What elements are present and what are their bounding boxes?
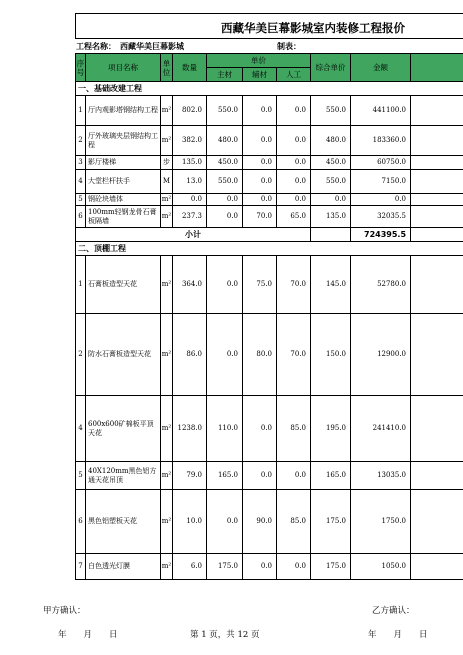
cell-combined: 150.0 <box>311 314 351 396</box>
cell-amount: 60750.0 <box>351 156 411 170</box>
cell-combined: 0.0 <box>311 194 351 206</box>
cell-aux: 0.0 <box>243 156 277 170</box>
cell-item: 厅内观影塔钢结构工程 <box>86 96 161 126</box>
cell-amount: 183360.0 <box>351 126 411 156</box>
cell-amount: 1050.0 <box>351 554 411 580</box>
cell-amount: 32035.5 <box>351 206 411 228</box>
cell-no: 1 <box>76 96 86 126</box>
cell-amount: 241410.0 <box>351 396 411 462</box>
cell-extra <box>411 156 463 170</box>
cell-qty: 79.0 <box>173 462 207 490</box>
table-row <box>76 396 463 462</box>
section1-title: 一、基础改建工程 <box>76 82 463 96</box>
cell-labor: 0.0 <box>277 194 311 206</box>
subtotal-blank <box>311 228 351 242</box>
cell-labor: 65.0 <box>277 206 311 228</box>
cell-extra <box>411 194 463 206</box>
date-left: 年 月 日 <box>58 630 118 640</box>
cell-aux: 0.0 <box>243 554 277 580</box>
cell-main: 550.0 <box>207 170 243 194</box>
cell-item: 600x600矿棉板平顶天花 <box>86 396 161 462</box>
cell-no: 3 <box>76 156 86 170</box>
table-row <box>76 462 463 490</box>
cell-labor: 0.0 <box>277 96 311 126</box>
party-a-confirm: 甲方确认： <box>43 606 86 616</box>
cell-labor: 0.0 <box>277 462 311 490</box>
cell-aux: 0.0 <box>243 96 277 126</box>
cell-aux: 75.0 <box>243 256 277 314</box>
header-unit: 单位 <box>161 54 173 82</box>
cell-main: 0.0 <box>207 490 243 554</box>
cell-extra <box>411 206 463 228</box>
cell-labor: 85.0 <box>277 490 311 554</box>
cell-amount: 441100.0 <box>351 96 411 126</box>
cell-qty: 802.0 <box>173 96 207 126</box>
cell-labor: 0.0 <box>277 554 311 580</box>
table-row <box>76 96 463 126</box>
subtotal-row <box>76 228 463 242</box>
cell-no: 4 <box>76 396 86 462</box>
cell-no: 5 <box>76 462 86 490</box>
header-qty: 数量 <box>173 54 207 82</box>
cell-aux: 0.0 <box>243 194 277 206</box>
cell-main: 0.0 <box>207 256 243 314</box>
cell-qty: 6.0 <box>173 554 207 580</box>
cell-main: 0.0 <box>207 314 243 396</box>
cell-aux: 0.0 <box>243 126 277 156</box>
cell-item: 防水石膏板造型天花 <box>86 314 161 396</box>
cell-unit: m² <box>161 256 173 314</box>
cell-aux: 70.0 <box>243 206 277 228</box>
cell-qty: 13.0 <box>173 170 207 194</box>
cell-item: 钢砼块墙体 <box>86 194 161 206</box>
cell-labor: 0.0 <box>277 170 311 194</box>
sheet-title: 西藏华美巨幕影城室内装修工程报价 <box>221 21 405 35</box>
cell-extra <box>411 170 463 194</box>
cell-combined: 450.0 <box>311 156 351 170</box>
cell-extra <box>411 396 463 462</box>
header-no: 序号 <box>76 54 86 82</box>
party-b-confirm: 乙方确认： <box>372 606 415 616</box>
cell-unit: m² <box>161 490 173 554</box>
cell-combined: 550.0 <box>311 170 351 194</box>
project-name: 西藏华美巨幕影城 <box>120 42 184 51</box>
cell-item: 白色透光灯膜 <box>86 554 161 580</box>
cell-main: 480.0 <box>207 126 243 156</box>
cell-item: 黑色铝塑板天花 <box>86 490 161 554</box>
cell-aux: 0.0 <box>243 396 277 462</box>
cell-extra <box>411 554 463 580</box>
section2-title: 二、顶棚工程 <box>76 242 463 256</box>
cell-no: 5 <box>76 194 86 206</box>
cell-amount: 1750.0 <box>351 490 411 554</box>
cell-extra <box>411 126 463 156</box>
cell-extra <box>411 228 463 242</box>
cell-combined: 480.0 <box>311 126 351 156</box>
cell-extra <box>411 256 463 314</box>
cell-amount: 7150.0 <box>351 170 411 194</box>
cell-unit: m² <box>161 206 173 228</box>
table-row <box>76 206 463 228</box>
page-number: 第 1 页，共 12 页 <box>190 630 260 640</box>
cell-no: 2 <box>76 126 86 156</box>
project-line <box>75 39 463 54</box>
table-row <box>76 194 463 206</box>
cell-main: 0.0 <box>207 194 243 206</box>
cell-aux: 90.0 <box>243 490 277 554</box>
maker-label: 制表： <box>277 42 301 51</box>
cell-item: 石膏板造型天花 <box>86 256 161 314</box>
cell-no: 4 <box>76 170 86 194</box>
cell-qty: 237.3 <box>173 206 207 228</box>
cell-qty: 86.0 <box>173 314 207 396</box>
cell-item: 大堂栏杆扶手 <box>86 170 161 194</box>
cell-unit: M <box>161 170 173 194</box>
cell-extra <box>411 314 463 396</box>
table-row <box>76 156 463 170</box>
header-combined: 综合单价 <box>311 54 351 82</box>
quotation-sheet <box>75 13 463 600</box>
cell-combined: 195.0 <box>311 396 351 462</box>
date-right: 年 月 日 <box>368 630 428 640</box>
cell-main: 550.0 <box>207 96 243 126</box>
table-row <box>76 554 463 580</box>
title-band <box>75 13 463 39</box>
cell-unit: 步 <box>161 156 173 170</box>
cell-labor: 85.0 <box>277 396 311 462</box>
table-row <box>76 490 463 554</box>
quote-table <box>75 53 463 580</box>
cell-aux: 0.0 <box>243 462 277 490</box>
header-item: 项目名称 <box>86 54 161 82</box>
cell-no: 2 <box>76 314 86 396</box>
cell-amount: 13035.0 <box>351 462 411 490</box>
cell-amount: 52780.0 <box>351 256 411 314</box>
cell-labor: 0.0 <box>277 126 311 156</box>
cell-combined: 175.0 <box>311 490 351 554</box>
cell-amount: 12900.0 <box>351 314 411 396</box>
cell-qty: 382.0 <box>173 126 207 156</box>
cell-extra <box>411 462 463 490</box>
cell-unit: m² <box>161 314 173 396</box>
cell-no: 1 <box>76 256 86 314</box>
cell-qty: 135.0 <box>173 156 207 170</box>
cell-unit: m² <box>161 126 173 156</box>
cell-unit: m² <box>161 462 173 490</box>
cell-main: 175.0 <box>207 554 243 580</box>
table-row <box>76 314 463 396</box>
cell-item: 影厅楼梯 <box>86 156 161 170</box>
cell-combined: 165.0 <box>311 462 351 490</box>
cell-no: 7 <box>76 554 86 580</box>
header-unit-price: 单价 <box>207 54 311 68</box>
table-row <box>76 256 463 314</box>
cell-unit: m² <box>161 396 173 462</box>
cell-no: 6 <box>76 490 86 554</box>
cell-main: 165.0 <box>207 462 243 490</box>
cell-aux: 0.0 <box>243 170 277 194</box>
subtotal-label: 小计 <box>76 228 311 242</box>
project-label: 工程名称： <box>76 42 116 51</box>
table-row <box>76 126 463 156</box>
cell-aux: 80.0 <box>243 314 277 396</box>
table-row <box>76 170 463 194</box>
cell-unit: m² <box>161 96 173 126</box>
cell-labor: 0.0 <box>277 156 311 170</box>
cell-qty: 0.0 <box>173 194 207 206</box>
cell-main: 450.0 <box>207 156 243 170</box>
header-amount: 金额 <box>351 54 411 82</box>
cell-main: 0.0 <box>207 206 243 228</box>
subtotal-value: 724395.5 <box>351 228 411 242</box>
cell-unit: m² <box>161 554 173 580</box>
cell-qty: 10.0 <box>173 490 207 554</box>
cell-unit: m² <box>161 194 173 206</box>
cell-item: 厅外玻璃夹层钢结构工程 <box>86 126 161 156</box>
cell-combined: 145.0 <box>311 256 351 314</box>
cell-no: 6 <box>76 206 86 228</box>
cell-combined: 175.0 <box>311 554 351 580</box>
header-labor: 人工 <box>277 68 311 82</box>
cell-extra <box>411 96 463 126</box>
header-extra <box>411 54 463 82</box>
cell-extra <box>411 490 463 554</box>
cell-qty: 1238.0 <box>173 396 207 462</box>
cell-combined: 550.0 <box>311 96 351 126</box>
cell-amount: 0.0 <box>351 194 411 206</box>
cell-labor: 70.0 <box>277 314 311 396</box>
cell-labor: 70.0 <box>277 256 311 314</box>
cell-combined: 135.0 <box>311 206 351 228</box>
header-aux: 辅材 <box>243 68 277 82</box>
cell-item: 40X120mm黑色铝方通天花吊顶 <box>86 462 161 490</box>
cell-main: 110.0 <box>207 396 243 462</box>
cell-qty: 364.0 <box>173 256 207 314</box>
header-main: 主材 <box>207 68 243 82</box>
cell-item: 100mm轻钢龙骨石膏板隔墙 <box>86 206 161 228</box>
